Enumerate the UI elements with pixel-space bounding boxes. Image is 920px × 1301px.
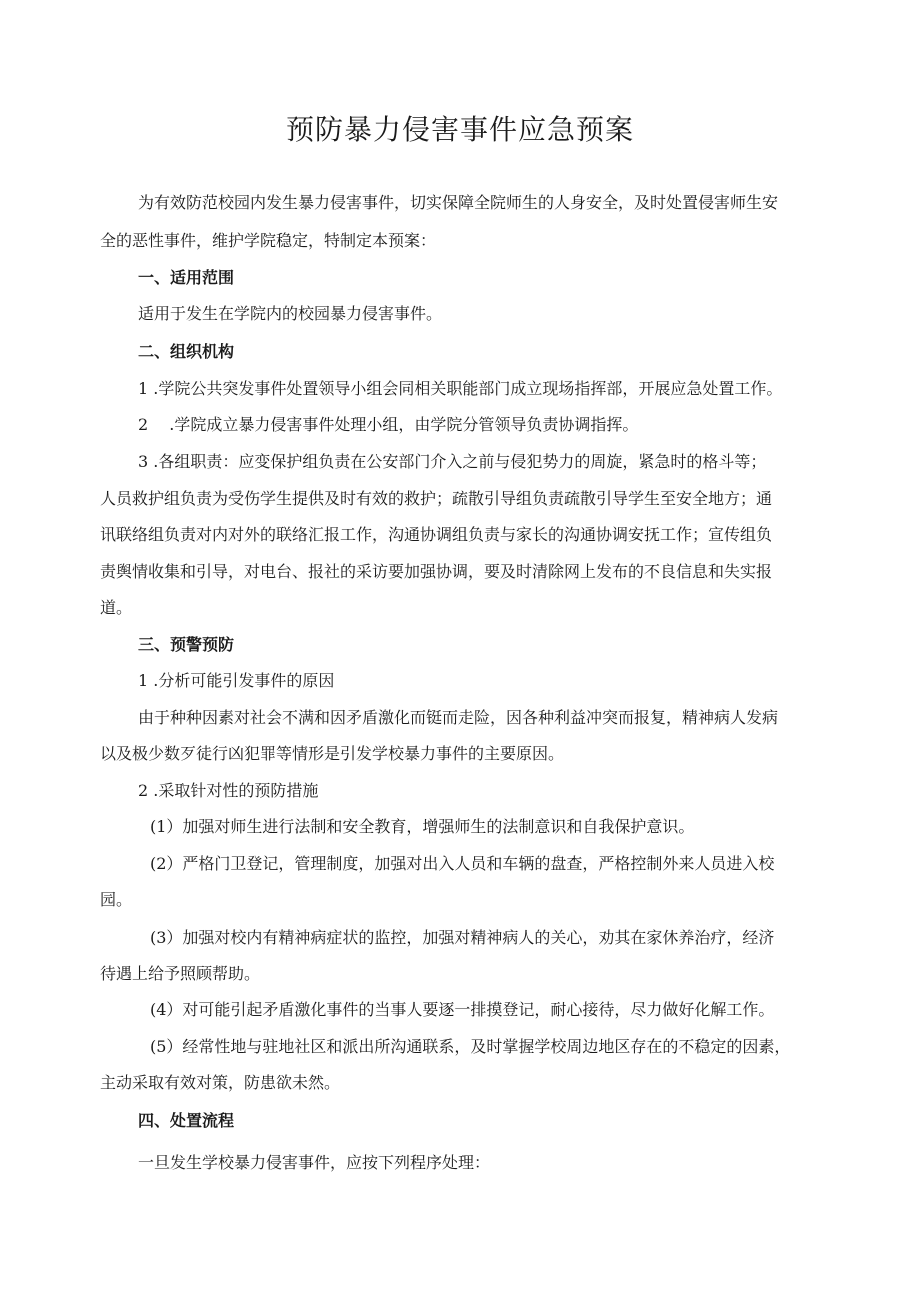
section-3-heading: 三、预警预防 xyxy=(138,635,235,654)
document-title: 预防暴力侵害事件应急预案 xyxy=(285,113,634,146)
section-2-item-3-line-5: 道。 xyxy=(100,598,133,617)
section-2-item-2: 2 .学院成立暴力侵害事件处理小组，由学院分管领导负责协调指挥。 xyxy=(138,415,639,434)
measure-2-line-1: (2）严格门卫登记，管理制度，加强对出入人员和车辆的盘查，严格控制外来人员进入校 xyxy=(150,854,775,873)
measure-2-line-2: 园。 xyxy=(100,890,133,909)
measure-5-line-2: 主动采取有效对策，防患欲未然。 xyxy=(100,1073,341,1092)
section-3-sub-1: 1 .分析可能引发事件的原因 xyxy=(138,671,335,690)
intro-line-1: 为有效防范校园内发生暴力侵害事件，切实保障全院师生的人身安全，及时处置侵害师生安 xyxy=(138,193,779,212)
measure-5-line-1: (5）经常性地与驻地社区和派出所沟通联系，及时掌握学校周边地区存在的不稳定的因素， xyxy=(150,1037,791,1056)
section-2-heading: 二、组织机构 xyxy=(138,342,235,361)
measure-3-line-1: (3）加强对校内有精神病症状的监控，加强对精神病人的关心，劝其在家休养治疗，经济 xyxy=(150,928,775,947)
section-4-body: 一旦发生学校暴力侵害事件，应按下列程序处理： xyxy=(138,1153,491,1172)
section-1-heading: 一、适用范围 xyxy=(138,268,235,287)
section-3-sub-2: 2 .采取针对性的预防措施 xyxy=(138,781,319,800)
section-2-item-3-line-4: 责舆情收集和引导，对电台、报社的采访要加强协调，要及时清除网上发布的不良信息和失实报 xyxy=(100,562,773,581)
section-3-sub-1-body-line-2: 以及极少数歹徒行凶犯罪等情形是引发学校暴力事件的主要原因。 xyxy=(100,744,565,763)
intro-line-2: 全的恶性事件，维护学院稳定，特制定本预案： xyxy=(100,231,437,250)
section-2-item-1: 1 .学院公共突发事件处置领导小组会同相关职能部门成立现场指挥部，开展应急处置工作。 xyxy=(138,379,783,398)
section-4-heading: 四、处置流程 xyxy=(138,1111,235,1130)
measure-4: (4）对可能引起矛盾激化事件的当事人要逐一排摸登记，耐心接待，尽力做好化解工作。 xyxy=(150,1000,775,1019)
section-2-item-3-line-1: 3 .各组职责：应变保护组负责在公安部门介入之前与侵犯势力的周旋，紧急时的格斗等； xyxy=(138,452,767,471)
section-1-body: 适用于发生在学院内的校园暴力侵害事件。 xyxy=(138,304,443,323)
section-2-item-3-line-2: 人员救护组负责为受伤学生提供及时有效的救护；疏散引导组负责疏散引导学生至安全地方；通 xyxy=(100,489,773,508)
section-2-item-3-line-3: 讯联络组负责对内对外的联络汇报工作，沟通协调组负责与家长的沟通协调安抚工作；宣传组负 xyxy=(100,525,773,544)
measure-3-line-2: 待遇上给予照顾帮助。 xyxy=(100,964,261,983)
measure-1: (1）加强对师生进行法制和安全教育，增强师生的法制意识和自我保护意识。 xyxy=(150,817,695,836)
section-3-sub-1-body-line-1: 由于种种因素对社会不满和因矛盾激化而铤而走险，因各种利益冲突而报复，精神病人发病 xyxy=(138,708,779,727)
